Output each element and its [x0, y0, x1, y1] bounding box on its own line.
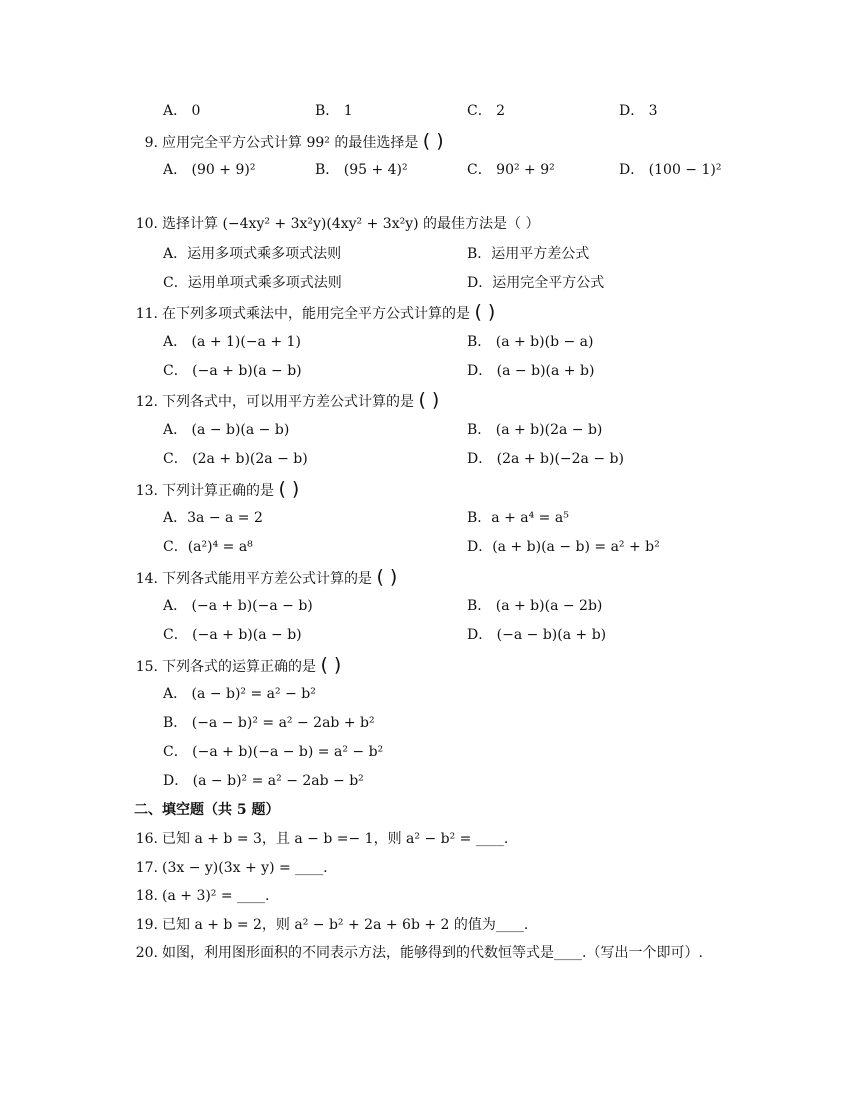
q15-option-b[interactable]: B． (−a − b)² = a² − 2ab + b²: [163, 715, 375, 731]
q9-option-c[interactable]: C． 90² + 9²: [467, 162, 555, 178]
q15-option-a[interactable]: A． (a − b)² = a² − b²: [163, 686, 316, 702]
q12-option-d[interactable]: D． (2a + b)(−2a − b): [467, 451, 624, 467]
q11-stem: 在下列多项式乘法中，能用完全平方公式计算的是: [162, 306, 470, 322]
q9-option-d[interactable]: D． (100 − 1)²: [619, 162, 722, 178]
q12-answer-paren[interactable]: ( ): [418, 389, 440, 411]
q11-number: 11.: [135, 306, 158, 322]
q9-option-b[interactable]: B． (95 + 4)²: [315, 162, 408, 178]
q12-number: 12.: [135, 394, 158, 410]
q16-line: [134, 829, 508, 849]
q9-number: 9.: [144, 135, 158, 151]
q13-stem: 下列计算正确的是: [162, 483, 274, 499]
q14-option-b[interactable]: B． (a + b)(a − 2b): [467, 598, 603, 614]
q14-option-c[interactable]: C． (−a + b)(a − b): [163, 627, 302, 643]
q8-option-a[interactable]: A． 0: [163, 103, 201, 119]
q19-text: 已知 a + b = 2，则 a² − b² + 2a + 6b + 2 的值为____.: [162, 917, 529, 933]
q11-option-b[interactable]: B． (a + b)(b − a): [467, 334, 594, 350]
q13-option-b[interactable]: B．a + a⁴ = a⁵: [467, 510, 569, 526]
q13-stem-line: [134, 479, 299, 501]
q17-number: 17.: [135, 860, 158, 876]
q14-option-d[interactable]: D． (−a − b)(a + b): [467, 627, 607, 643]
q9-stem-line: [134, 131, 444, 153]
q16-text: 已知 a + b = 3，且 a − b =− 1，则 a² − b² = ____.: [162, 831, 509, 847]
q20-number: 20.: [135, 945, 158, 961]
q13-option-c[interactable]: C．(a²)⁴ = a⁸: [163, 539, 253, 555]
q13-number: 13.: [135, 483, 158, 499]
q9-stem: 应用完全平方公式计算 99² 的最佳选择是: [162, 135, 419, 151]
q11-option-a[interactable]: A． (a + 1)(−a + 1): [163, 334, 301, 350]
q17-text: (3x − y)(3x + y) = ____.: [162, 860, 328, 876]
q15-number: 15.: [135, 659, 158, 675]
q8-option-d[interactable]: D． 3: [619, 103, 658, 119]
q16-number: 16.: [135, 831, 158, 847]
q19-number: 19.: [135, 917, 158, 933]
q11-stem-line: [134, 302, 495, 324]
q12-option-b[interactable]: B． (a + b)(2a − b): [467, 422, 603, 438]
q19-line: [134, 915, 528, 935]
q15-option-d[interactable]: D． (a − b)² = a² − 2ab − b²: [163, 773, 364, 789]
q9-option-a[interactable]: A． (90 + 9)²: [163, 162, 256, 178]
q10-number: 10.: [135, 216, 158, 232]
q20-text: 如图，利用图形面积的不同表示方法，能够得到的代数恒等式是____.（写出一个即可）.: [162, 945, 703, 961]
q10-option-c[interactable]: C．运用单项式乘多项式法则: [163, 275, 342, 291]
q18-text: (a + 3)² = ____.: [162, 888, 270, 904]
q10-option-a[interactable]: A．运用多项式乘多项式法则: [163, 246, 342, 262]
q18-number: 18.: [135, 888, 158, 904]
q12-option-a[interactable]: A． (a − b)(a − b): [163, 422, 290, 438]
q15-stem: 下列各式的运算正确的是: [162, 659, 316, 675]
q11-answer-paren[interactable]: ( ): [474, 301, 496, 323]
section-2-heading: 二、填空题（共 5 题）: [134, 802, 280, 818]
q14-answer-paren[interactable]: ( ): [376, 566, 398, 588]
q12-option-c[interactable]: C． (2a + b)(2a − b): [163, 451, 308, 467]
q10-stem-line: [134, 214, 540, 234]
q14-number: 14.: [135, 571, 158, 587]
q8-option-b[interactable]: B． 1: [315, 103, 353, 119]
q14-stem: 下列各式能用平方差公式计算的是: [162, 571, 372, 587]
q11-option-d[interactable]: D． (a − b)(a + b): [467, 363, 595, 379]
q8-option-c[interactable]: C． 2: [467, 103, 506, 119]
q15-answer-paren[interactable]: ( ): [320, 654, 342, 676]
q14-option-a[interactable]: A． (−a + b)(−a − b): [163, 598, 313, 614]
q15-stem-line: [134, 655, 341, 677]
q9-answer-paren[interactable]: ( ): [422, 130, 444, 152]
q15-option-c[interactable]: C． (−a + b)(−a − b) = a² − b²: [163, 744, 384, 760]
q10-option-d[interactable]: D．运用完全平方公式: [467, 275, 605, 291]
q13-option-d[interactable]: D．(a + b)(a − b) = a² + b²: [467, 539, 660, 555]
q17-line: [134, 858, 328, 878]
q18-line: [134, 886, 270, 906]
q13-answer-paren[interactable]: ( ): [278, 478, 300, 500]
q14-stem-line: [134, 567, 397, 589]
q13-option-a[interactable]: A．3a − a = 2: [163, 510, 263, 526]
q10-stem: 选择计算 (−4xy² + 3x²y)(4xy² + 3x²y) 的最佳方法是（ ）: [162, 216, 540, 232]
q12-stem-line: [134, 390, 439, 412]
q20-line: [134, 943, 703, 963]
q10-option-b[interactable]: B．运用平方差公式: [467, 246, 590, 262]
q12-stem: 下列各式中，可以用平方差公式计算的是: [162, 394, 414, 410]
q11-option-c[interactable]: C． (−a + b)(a − b): [163, 363, 302, 379]
